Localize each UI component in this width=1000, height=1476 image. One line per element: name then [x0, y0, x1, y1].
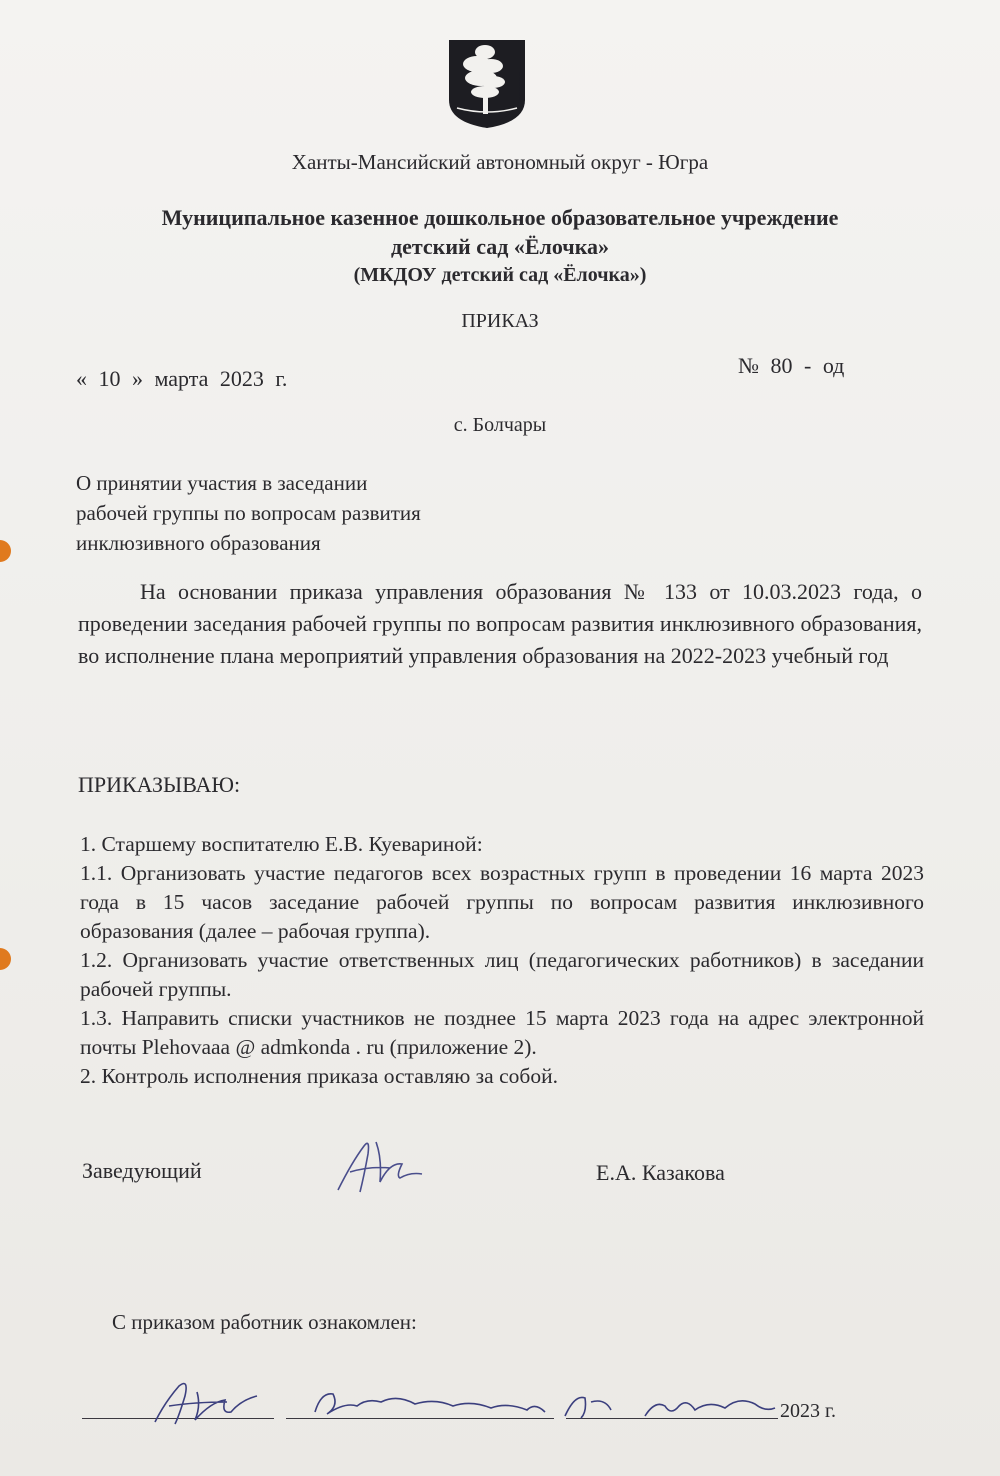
organization-name-line2: детский сад «Ёлочка»: [390, 234, 610, 259]
order-item: 1.2. Организовать участие ответственных лиц (педагогических работников) в заседании рабочей группы.: [80, 948, 924, 1001]
order-subject: [76, 468, 516, 558]
region-name: Ханты-Мансийский автономный округ - Югра: [291, 150, 709, 174]
order-date: « 10 » марта 2023 г.: [76, 366, 288, 391]
order-place: с. Болчары: [453, 414, 547, 436]
order-item: 2. Контроль исполнения приказа оставляю за собой.: [80, 1064, 558, 1088]
acknowledgement-text: С приказом работник ознакомлен:: [112, 1310, 417, 1334]
subject-line: инклюзивного образования: [76, 531, 321, 555]
document-kind: ПРИКАЗ: [461, 310, 539, 332]
organization-name: Муниципальное казенное дошкольное образовательное учреждение: [161, 205, 839, 230]
organization-short-name: (МКДОУ детский сад «Ёлочка»): [353, 264, 647, 286]
punch-hole: [0, 948, 11, 970]
handwritten-acknowledgement: [135, 1372, 785, 1432]
subject-line: О принятии участия в заседании: [76, 471, 368, 495]
order-item: 1. Старшему воспитателю Е.В. Куевариной:: [80, 832, 483, 856]
signature-icon: [330, 1132, 430, 1202]
subject-line: рабочей группы по вопросам развития: [76, 501, 421, 525]
acknowledgement-year: 2023 г.: [780, 1400, 836, 1422]
order-item: 1.3. Направить списки участников не позднее 15 марта 2023 года на адрес электронной почты Plehovaaa @ admkonda . ru (приложение 2).: [80, 1006, 924, 1059]
orders-heading: ПРИКАЗЫВАЮ:: [78, 772, 241, 797]
signer-position: Заведующий: [82, 1158, 202, 1183]
signer-name: Е.А. Казакова: [596, 1160, 725, 1185]
order-item: 1.1. Организовать участие педагогов всех возрастных групп в проведении 16 марта 2023 года в 15 часов заседание рабочей группы по вопросам развития инклюзивного образования (далее – рабочая группа).: [80, 861, 924, 943]
coat-of-arms-icon: [447, 38, 527, 130]
order-basis: На основании приказа управления образования № 133 от 10.03.2023 года, о проведении заседания рабочей группы по вопросам развития инклюзивного образования, во исполнение плана мероприятий управления образования на 2022-2023 учебный год: [78, 579, 922, 668]
handwritten-text: Е.В. Куеварина 10 марта: [315, 1412, 326, 1413]
order-items: [80, 830, 924, 1091]
order-number: № 80 - од: [738, 353, 845, 378]
punch-hole: [0, 540, 11, 562]
